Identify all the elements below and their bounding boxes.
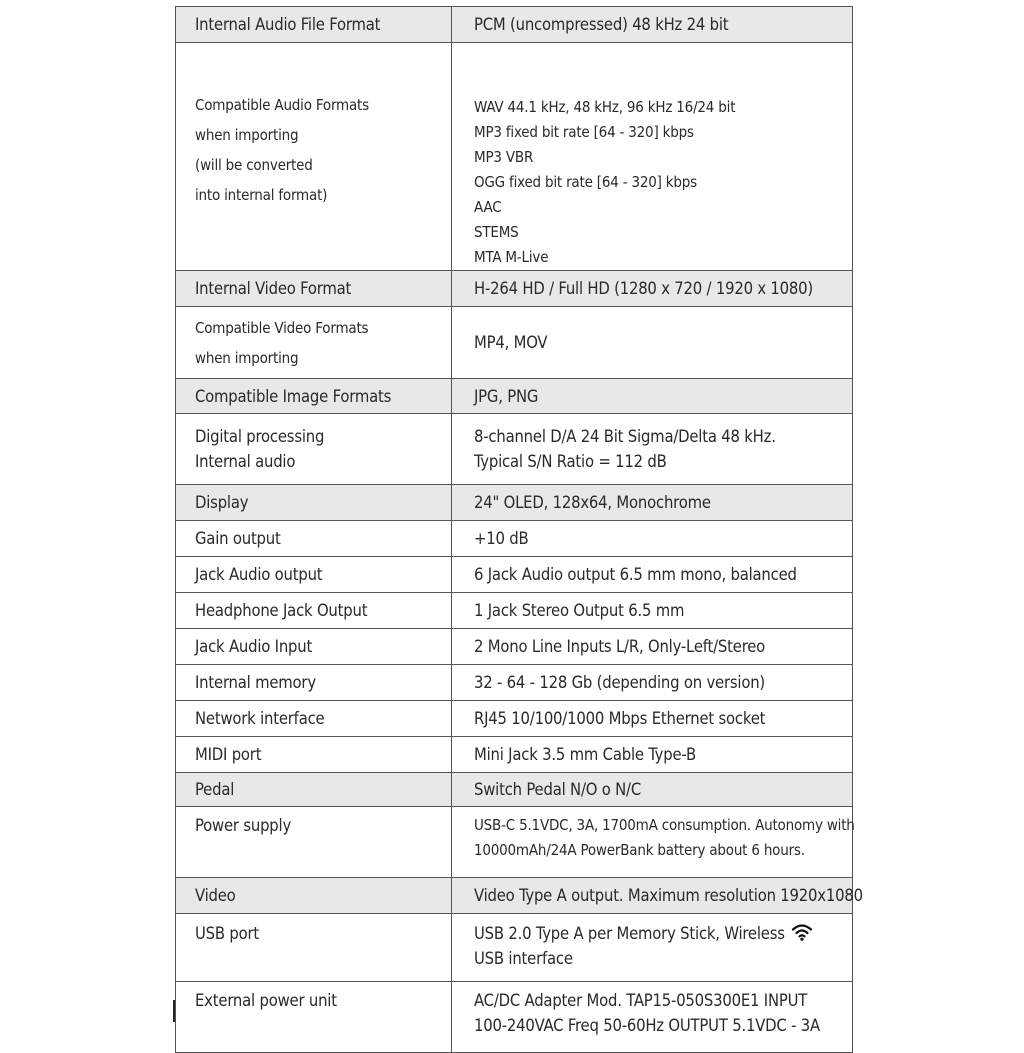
spec-label-line: Display xyxy=(195,493,249,512)
spec-value xyxy=(452,982,853,1053)
spec-label xyxy=(176,307,452,379)
spec-label xyxy=(176,807,452,878)
spec-value xyxy=(452,271,853,307)
spec-row-internal-audio-file-format xyxy=(176,7,853,43)
spec-label xyxy=(176,414,452,485)
spec-label xyxy=(176,701,452,737)
spec-value xyxy=(452,43,853,271)
spec-label-line: MIDI port xyxy=(195,745,262,764)
spec-label xyxy=(176,379,452,414)
spec-value-text: USB 2.0 Type A per Memory Stick, Wireless xyxy=(474,924,785,943)
spec-label-line: Gain output xyxy=(195,529,281,548)
spec-label xyxy=(176,629,452,665)
spec-label-line: Video xyxy=(195,886,236,905)
spec-label xyxy=(176,557,452,593)
spec-value xyxy=(452,557,853,593)
spec-label-line: Headphone Jack Output xyxy=(195,601,368,620)
spec-row-video xyxy=(176,878,853,914)
spec-value-line: Switch Pedal N/O o N/C xyxy=(474,780,642,799)
spec-label-line: Internal Audio File Format xyxy=(195,15,381,34)
spec-value xyxy=(452,701,853,737)
spec-value-line: JPG, PNG xyxy=(474,386,539,406)
spec-label xyxy=(176,878,452,914)
spec-value-line: 24" OLED, 128x64, Monochrome xyxy=(474,493,711,512)
spec-value-line: Video Type A output. Maximum resolution 1920x1080 xyxy=(474,886,863,905)
spec-row-compatible-audio-formats xyxy=(176,43,853,271)
spec-value-line: Mini Jack 3.5 mm Cable Type-B xyxy=(474,745,696,764)
spec-row-usb-port xyxy=(176,914,853,982)
spec-row-headphone-jack-output xyxy=(176,593,853,629)
spec-label-line: Compatible Image Formats xyxy=(195,386,392,406)
spec-label xyxy=(176,7,452,43)
spec-label-line: Digital processing xyxy=(195,427,325,446)
spec-value-line: MP3 VBR xyxy=(474,148,534,166)
spec-label-line: Pedal xyxy=(195,780,235,799)
spec-value-line: OGG fixed bit rate [64 - 320] kbps xyxy=(474,173,697,191)
spec-row-pedal xyxy=(176,773,853,807)
spec-value xyxy=(452,379,853,414)
spec-label-line: Internal audio xyxy=(195,452,296,471)
edge-mark xyxy=(173,1000,175,1022)
spec-value-line: 2 Mono Line Inputs L/R, Only-Left/Stereo xyxy=(474,637,766,656)
spec-row-internal-video-format xyxy=(176,271,853,307)
spec-label-line: External power unit xyxy=(195,991,337,1010)
spec-label-line: Jack Audio Input xyxy=(195,637,313,656)
spec-row-compatible-image-formats xyxy=(176,379,853,414)
spec-value xyxy=(452,414,853,485)
spec-value-line: MP3 fixed bit rate [64 - 320] kbps xyxy=(474,123,694,141)
spec-row-network-interface xyxy=(176,701,853,737)
spec-label xyxy=(176,737,452,773)
spec-value xyxy=(452,307,853,379)
spec-value-line: WAV 44.1 kHz, 48 kHz, 96 kHz 16/24 bit xyxy=(474,98,736,116)
spec-value xyxy=(452,7,853,43)
spec-value-line: Typical S/N Ratio = 112 dB xyxy=(474,452,667,471)
spec-label xyxy=(176,773,452,807)
spec-row-display xyxy=(176,485,853,521)
spec-label-line: when importing xyxy=(195,126,299,144)
spec-label xyxy=(176,485,452,521)
spec-value xyxy=(452,737,853,773)
spec-row-gain-output xyxy=(176,521,853,557)
spec-label xyxy=(176,521,452,557)
spec-value xyxy=(452,773,853,807)
spec-value-line: +10 dB xyxy=(474,529,529,548)
spec-label xyxy=(176,593,452,629)
spec-value-line: 6 Jack Audio output 6.5 mm mono, balanced xyxy=(474,565,797,584)
spec-value-line: 1 Jack Stereo Output 6.5 mm xyxy=(474,601,685,620)
spec-row-external-power-unit xyxy=(176,982,853,1053)
spec-value-line: STEMS xyxy=(474,223,519,241)
spec-value xyxy=(452,807,853,878)
spec-value xyxy=(452,878,863,914)
spec-value-line: PCM (uncompressed) 48 kHz 24 bit xyxy=(474,15,729,34)
spec-row-midi-port xyxy=(176,737,853,773)
spec-row-digital-processing xyxy=(176,414,853,485)
spec-label-line: Power supply xyxy=(195,816,292,835)
spec-value xyxy=(452,485,853,521)
spec-value-line: RJ45 10/100/1000 Mbps Ethernet socket xyxy=(474,709,766,728)
spec-value-line: USB interface xyxy=(474,949,573,968)
spec-label-line: USB port xyxy=(195,924,260,943)
spec-label-line: Compatible Video Formats xyxy=(195,318,369,337)
spec-value-line: USB-C 5.1VDC, 3A, 1700mA consumption. Autonomy with xyxy=(474,816,855,834)
spec-value-line: AAC xyxy=(474,198,502,216)
spec-row-internal-memory xyxy=(176,665,853,701)
spec-value xyxy=(452,914,853,982)
spec-label-line: Network interface xyxy=(195,709,325,728)
spec-label-line: Internal Video Format xyxy=(195,279,352,298)
spec-label-line: Compatible Audio Formats xyxy=(195,96,369,114)
spec-row-compatible-video-formats xyxy=(176,307,853,379)
spec-table xyxy=(175,6,863,1053)
spec-value-line: 100-240VAC Freq 50-60Hz OUTPUT 5.1VDC - 3A xyxy=(474,1016,820,1035)
spec-value-line: 32 - 64 - 128 Gb (depending on version) xyxy=(474,673,766,692)
wifi-icon xyxy=(791,923,813,941)
spec-label xyxy=(176,665,452,701)
spec-value-line: H-264 HD / Full HD (1280 x 720 / 1920 x 1080) xyxy=(474,279,813,298)
spec-value xyxy=(452,521,853,557)
spec-value xyxy=(452,665,853,701)
spec-label-line: Internal memory xyxy=(195,673,316,692)
spec-label xyxy=(176,271,452,307)
spec-row-power-supply xyxy=(176,807,853,878)
spec-value-line: MP4, MOV xyxy=(474,333,548,352)
spec-label-line: into internal format) xyxy=(195,186,328,204)
spec-value-line: 8-channel D/A 24 Bit Sigma/Delta 48 kHz. xyxy=(474,427,776,446)
spec-value-line: MTA M-Live xyxy=(474,248,549,266)
spec-label xyxy=(176,43,452,271)
spec-label xyxy=(176,914,452,982)
spec-label-line: (will be converted xyxy=(195,156,313,174)
spec-value-line: AC/DC Adapter Mod. TAP15-050S300E1 INPUT xyxy=(474,991,808,1010)
spec-value-line xyxy=(474,921,852,946)
spec-value xyxy=(452,629,853,665)
spec-label-line: when importing xyxy=(195,348,299,367)
spec-value xyxy=(452,593,853,629)
spec-label xyxy=(176,982,452,1053)
spec-label-line: Jack Audio output xyxy=(195,565,323,584)
spec-row-jack-audio-output xyxy=(176,557,853,593)
spec-row-jack-audio-input xyxy=(176,629,853,665)
spec-value-line: 10000mAh/24A PowerBank battery about 6 hours. xyxy=(474,841,805,859)
